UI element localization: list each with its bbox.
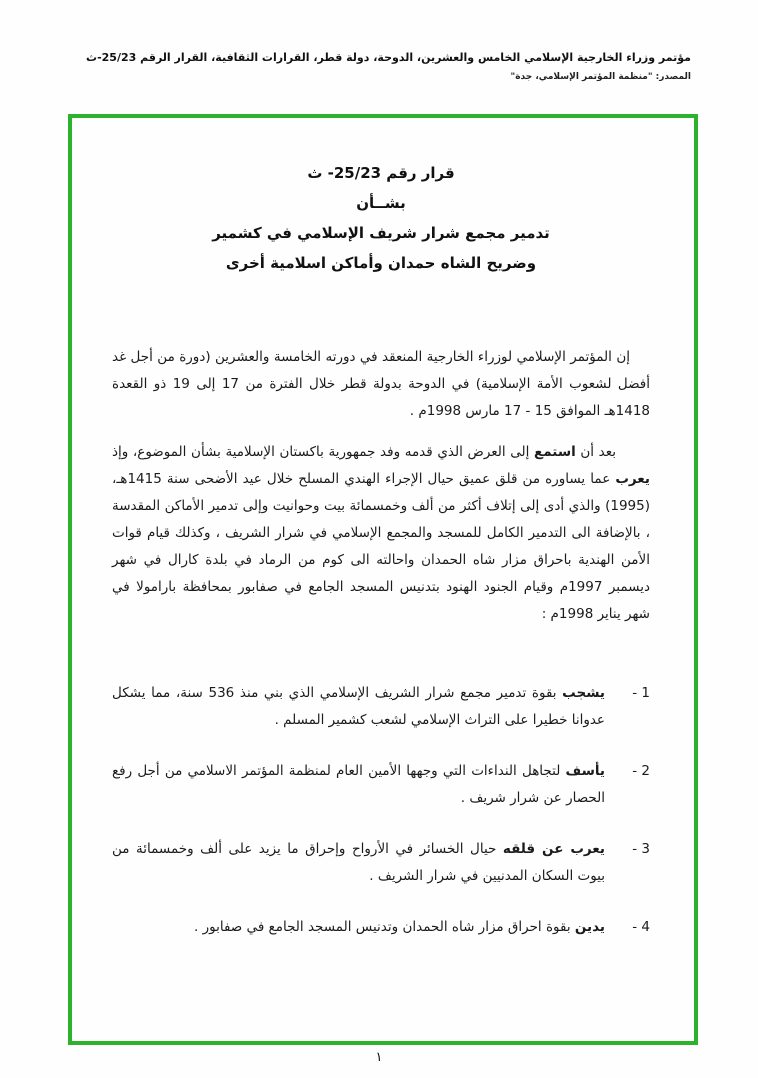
considerations-paragraph <box>112 439 650 628</box>
green-border-frame <box>68 114 698 1045</box>
considerations-text-mid: إلى العرض الذي قدمه وفد جمهورية باكستان الإسلامية بشأن الموضوع، وإذ <box>112 444 535 460</box>
operative-item-4 <box>112 914 650 941</box>
operative-item-2 <box>112 758 650 812</box>
resolution-content <box>72 118 694 985</box>
item-2-operative-word: يأسف <box>565 763 605 779</box>
page-number: ١ <box>375 1050 383 1065</box>
item-1-operative-word: يشجب <box>562 685 605 701</box>
item-2-number: - 2 <box>632 763 650 779</box>
item-4-body: بقوة احراق مزار شاه الحمدان وتدنيس المسجد الجامع في صفابور . <box>194 919 575 935</box>
resolution-title-block <box>112 158 650 278</box>
considerations-bold-word-2: يعرب <box>615 471 650 487</box>
operative-item-1 <box>112 680 650 734</box>
item-2-body: لتجاهل النداءات التي وجهها الأمين العام لمنظمة المؤتمر الاسلامي من أجل رفع الحصار عن شرار شريف . <box>112 763 605 806</box>
item-2-text <box>112 758 605 812</box>
item-4-operative-word: يدين <box>574 919 605 935</box>
considerations-text: بعد أن <box>575 444 616 460</box>
title-regarding: بشــأن <box>356 194 406 212</box>
item-1-number: - 1 <box>632 685 650 701</box>
header-conference-line: مؤتمر وزراء الخارجية الإسلامي الخامس والعشرين، الدوحة، دولة قطر، القرارات الثقافية، القرار الرقم 25/23-ث <box>86 51 691 64</box>
item-1-text <box>112 680 605 734</box>
document-header <box>60 50 691 84</box>
item-3-number: - 3 <box>632 841 650 857</box>
title-subject-line-2: وضريح الشاه حمدان وأماكن اسلامية أخرى <box>225 254 537 272</box>
item-4-text <box>112 914 605 941</box>
title-resolution-number: قرار رقم 25/23- ث <box>307 164 455 182</box>
item-3-body: حيال الخسائر في الأرواح وإحراق ما يزيد على ألف وخمسمائة من بيوت السكان المدنيين في شرار الشريف . <box>112 841 605 884</box>
preamble-paragraph: إن المؤتمر الإسلامي لوزراء الخارجية المنعقد في دورته الخامسة والعشرين (دورة من أجل غد أفضل لشعوب الأمة الإسلامية) في الدوحة بدولة قطر خلال الفترة من 17 إلى 19 ذو القعدة 1418هـ الموافق 15 - 17 مارس 1998م . <box>112 349 650 419</box>
considerations-bold-word-1: استمع <box>534 444 576 460</box>
item-3-text <box>112 836 605 890</box>
item-3-operative-word: يعرب عن قلقه <box>502 841 605 857</box>
item-1-body: بقوة تدمير مجمع شرار الشريف الإسلامي الذي بني منذ 536 سنة، مما يشكل عدوانا خطيرا على التراث الإسلامي لشعب كشمير المسلم . <box>112 685 605 728</box>
title-subject-line-1: تدمير مجمع شرار شريف الإسلامي في كشمير <box>212 224 550 242</box>
item-4-number: - 4 <box>632 919 650 935</box>
header-source-line: المصدر: "منظمة المؤتمر الإسلامي، جدة" <box>510 72 691 82</box>
considerations-text-rest: عما يساوره من قلق عميق حيال الإجراء الهندي المسلح خلال عيد الأضحى سنة 1415هـ، (1995) والذي أدى إلى إتلاف أكثر من ألف وخمسمائة بيت وحوانيت وإلى تدمير الأماكن المقدسة ، بالإضافة الى التدمير الكامل للمسجد والمجمع الإسلامي في شرار الشريف ، وكذلك قيام قوات الأمن الهندية باحراق مزار شاه الحمدان واحالته الى كوم من الرماد في بلدة كارال في شهر ديسمبر 1997م وقيام الجنود الهنود بتدنيس المسجد الجامع في صفابور بمحافظة بارامولا في شهر يناير 1998م : <box>112 471 650 622</box>
operative-item-3 <box>112 836 650 890</box>
